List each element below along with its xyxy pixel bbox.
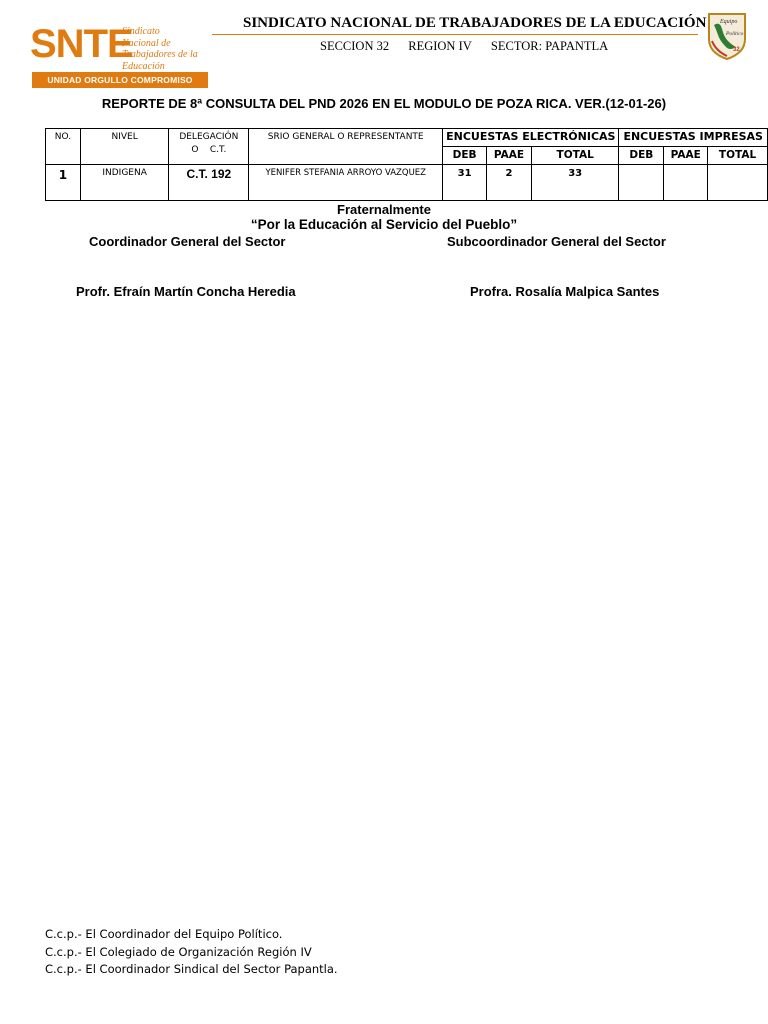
header-delegacion xyxy=(169,129,249,165)
closing-fraternal: Fraternalmente xyxy=(337,202,431,217)
snte-logo-letters: SNTE xyxy=(30,22,133,66)
logo-caption-line: Trabajadores de la xyxy=(122,49,198,60)
logo-caption-line: Educación xyxy=(122,60,165,72)
logo-caption-line: Sindicato xyxy=(122,26,160,37)
region-label: REGION IV xyxy=(408,39,472,53)
header-imp-deb: DEB xyxy=(619,147,664,165)
cell-srio: YENIFER STEFANIA ARROYO VAZQUEZ xyxy=(249,165,443,201)
subcoordinator-title: Subcoordinador General del Sector xyxy=(447,234,666,249)
cell-delegacion: C.T. 192 xyxy=(169,165,249,201)
cell-no: 1 xyxy=(46,165,81,201)
coordinator-title: Coordinador General del Sector xyxy=(89,234,286,249)
header-delegacion-line1: DELEGACIÓN xyxy=(179,132,239,142)
badge-number: 32 xyxy=(733,47,740,53)
subcoordinator-name: Profra. Rosalía Malpica Santes xyxy=(470,284,660,299)
cell-imp-deb xyxy=(619,165,664,201)
header-encuestas-impresas: ENCUESTAS IMPRESAS xyxy=(619,129,768,147)
seccion-label: SECCION 32 xyxy=(320,39,390,53)
cell-imp-paae xyxy=(664,165,708,201)
badge-text: Político xyxy=(726,31,744,37)
cell-elec-deb: 31 xyxy=(443,165,487,201)
ccp-line: C.c.p.- El Coordinador del Equipo Político. xyxy=(45,927,283,941)
organization-name: SINDICATO NACIONAL DE TRABAJADORES DE LA EDUCACIÓN xyxy=(243,15,707,31)
header-srio: SRIO GENERAL O REPRESENTANTE xyxy=(249,129,443,165)
cell-nivel: INDIGENA xyxy=(80,165,169,201)
header-elec-paae: PAAE xyxy=(487,147,532,165)
badge-text: Equipo xyxy=(720,19,738,25)
header-elec-deb: DEB xyxy=(443,147,487,165)
snte-logo-motto-bar: UNIDAD ORGULLO COMPROMISO xyxy=(32,72,208,88)
sector-label: SECTOR: PAPANTLA xyxy=(490,39,609,53)
header-imp-total: TOTAL xyxy=(708,147,768,165)
snte-logo xyxy=(30,22,210,90)
ccp-line: C.c.p.- El Coordinador Sindical del Sector Papantla. xyxy=(45,962,338,976)
cell-imp-total xyxy=(708,165,768,201)
equipo-politico-shield-icon xyxy=(706,11,748,61)
header-elec-total: TOTAL xyxy=(531,147,619,165)
cell-elec-total: 33 xyxy=(531,165,619,201)
report-title: REPORTE DE 8ª CONSULTA DEL PND 2026 EN EL MODULO DE POZA RICA. VER.(12-01-26) xyxy=(101,96,667,111)
section-info xyxy=(320,39,624,54)
header-imp-paae: PAAE xyxy=(664,147,708,165)
coordinator-name: Profr. Efraín Martín Concha Heredia xyxy=(76,284,296,299)
table-row xyxy=(46,165,768,201)
closing-motto: “Por la Educación al Servicio del Pueblo” xyxy=(250,217,518,232)
header-encuestas-electronicas: ENCUESTAS ELECTRÓNICAS xyxy=(443,129,619,147)
header-nivel: NIVEL xyxy=(80,129,169,165)
cell-elec-paae: 2 xyxy=(487,165,532,201)
ccp-line: C.c.p.- El Colegiado de Organización Región IV xyxy=(45,945,312,959)
report-table xyxy=(45,128,768,201)
snte-logo-caption xyxy=(122,26,198,72)
header-divider xyxy=(212,34,698,35)
header-no: NO. xyxy=(46,129,81,165)
header-delegacion-line2: O C.T. xyxy=(191,145,227,155)
logo-caption-line: Nacional de xyxy=(122,37,171,49)
